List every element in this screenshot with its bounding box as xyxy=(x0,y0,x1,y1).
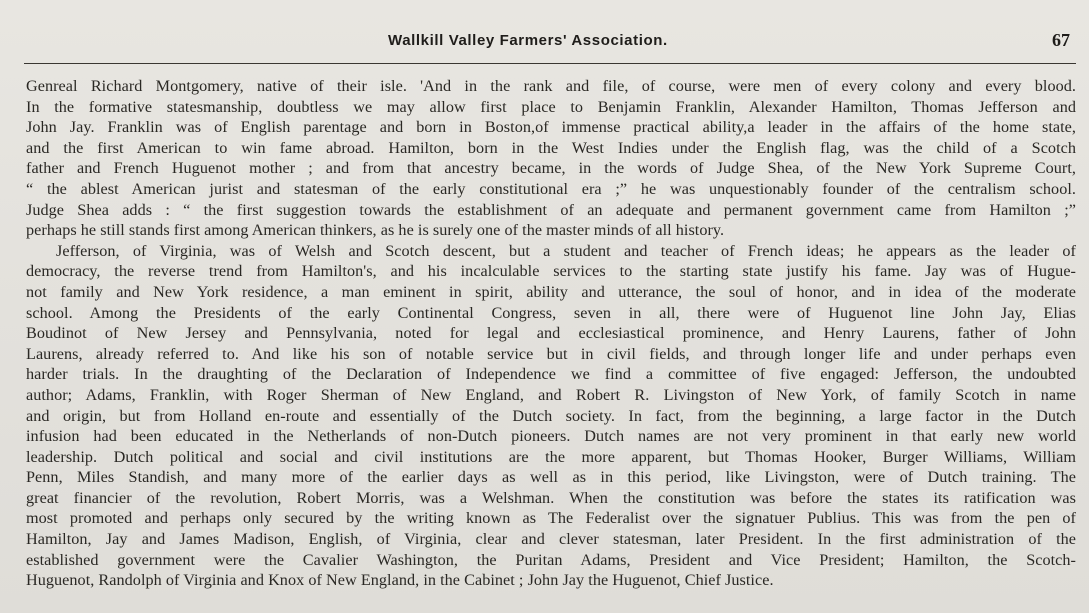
running-header xyxy=(0,30,1089,54)
text-line: and the first American to win fame abroad. Hamilton, born in the West Indies under the English flag, was the child of a Scotch xyxy=(26,138,1076,157)
text-line: John Jay. Franklin was of English parentage and born in Boston,of immense practical ability,a leader in the affairs of the home state, xyxy=(26,118,1076,137)
text-line: Genreal Richard Montgomery, native of their isle. 'And in the rank and file, of course, were men of every colony and every blood. xyxy=(26,77,1076,95)
text-line: most promoted and perhaps only secured by the writing known as The Federalist over the signatuer Publius. This was from the pen of xyxy=(26,509,1076,528)
text-line: perhaps he still stands first among American thinkers, as he is surely one of the master minds of all history. xyxy=(26,221,725,240)
text-line: Hamilton, Jay and James Madison, English, of Virginia, clear and clever statesman, later President. In the first administration of the xyxy=(26,530,1076,549)
text-line: established government were the Cavalier Washington, the Puritan Adams, President and Vice President; Hamilton, the Scotch- xyxy=(26,550,1076,569)
text-line: “ the ablest American jurist and statesman of the early constitutional era ;” he was unquestionably founder of the centralism school. xyxy=(26,179,1076,198)
text-line: leadership. Dutch political and social and civil institutions are the more apparent, but Thomas Hooker, Burger Williams, William xyxy=(26,447,1076,466)
page-header-title: Wallkill Valley Farmers' Association. xyxy=(388,32,668,49)
text-line: and origin, but from Holland en-route and essentially of the Dutch society. In fact, from the beginning, a large factor in the Dutch xyxy=(26,406,1076,425)
text-line: In the formative statesmanship, doubtless we may allow first place to Benjamin Franklin, Alexander Hamilton, Thomas Jefferson and xyxy=(26,97,1076,116)
text-line: school. Among the Presidents of the early Continental Congress, seven in all, there were of Huguenot line John Jay, Elias xyxy=(26,303,1076,322)
text-line: not family and New York residence, a man eminent in spirit, ability and utterance, the soul of honor, and in idea of the moderate xyxy=(26,282,1076,301)
text-line: author; Adams, Franklin, with Roger Sherman of New England, and Robert R. Livingston of New York, of family Scotch in name xyxy=(26,385,1076,404)
text-line: father and French Huguenot mother ; and from that ancestry became, in the words of Judge Shea, of the New York Supreme Court, xyxy=(26,159,1076,178)
text-line: infusion had been educated in the Netherlands of non-Dutch pioneers. Dutch names are not very prominent in that early new world xyxy=(26,427,1076,446)
text-line: harder trials. In the draughting of the Declaration of Independence we find a committee of five engaged: Jefferson, the undoubted xyxy=(26,365,1076,384)
text-line: democracy, the reverse trend from Hamilton's, and his incalculable services to the starting state justify his fame. Jay was of Hugue- xyxy=(26,262,1076,281)
body-text xyxy=(26,76,1076,591)
text-line: Judge Shea adds : “ the first suggestion towards the establishment of an adequate and permanent government came from Hamilton ;” xyxy=(26,200,1076,219)
text-line: Boudinot of New Jersey and Pennsylvania, noted for legal and ecclesiastical prominence, and Henry Laurens, father of John xyxy=(26,324,1076,343)
text-line: Huguenot, Randolph of Virginia and Knox of New England, in the Cabinet ; John Jay the Huguenot, Chief Justice. xyxy=(26,571,774,590)
header-rule xyxy=(24,63,1076,64)
paragraph-first-line: Jefferson, of Virginia, was of Welsh and Scotch descent, but a student and teacher of French ideas; he appears as the leader of xyxy=(56,241,1076,260)
text-line: Laurens, already referred to. And like his son of notable service but in civil fields, and through longer life and under perhaps even xyxy=(26,344,1076,363)
text-line: Penn, Miles Standish, and many more of the earlier days as well as in this period, like Livingston, were of Dutch training. The xyxy=(26,468,1076,487)
page-number: 67 xyxy=(1052,30,1070,50)
text-line: great financier of the revolution, Robert Morris, was a Welshman. When the constitution was before the states its ratification was xyxy=(26,488,1076,507)
